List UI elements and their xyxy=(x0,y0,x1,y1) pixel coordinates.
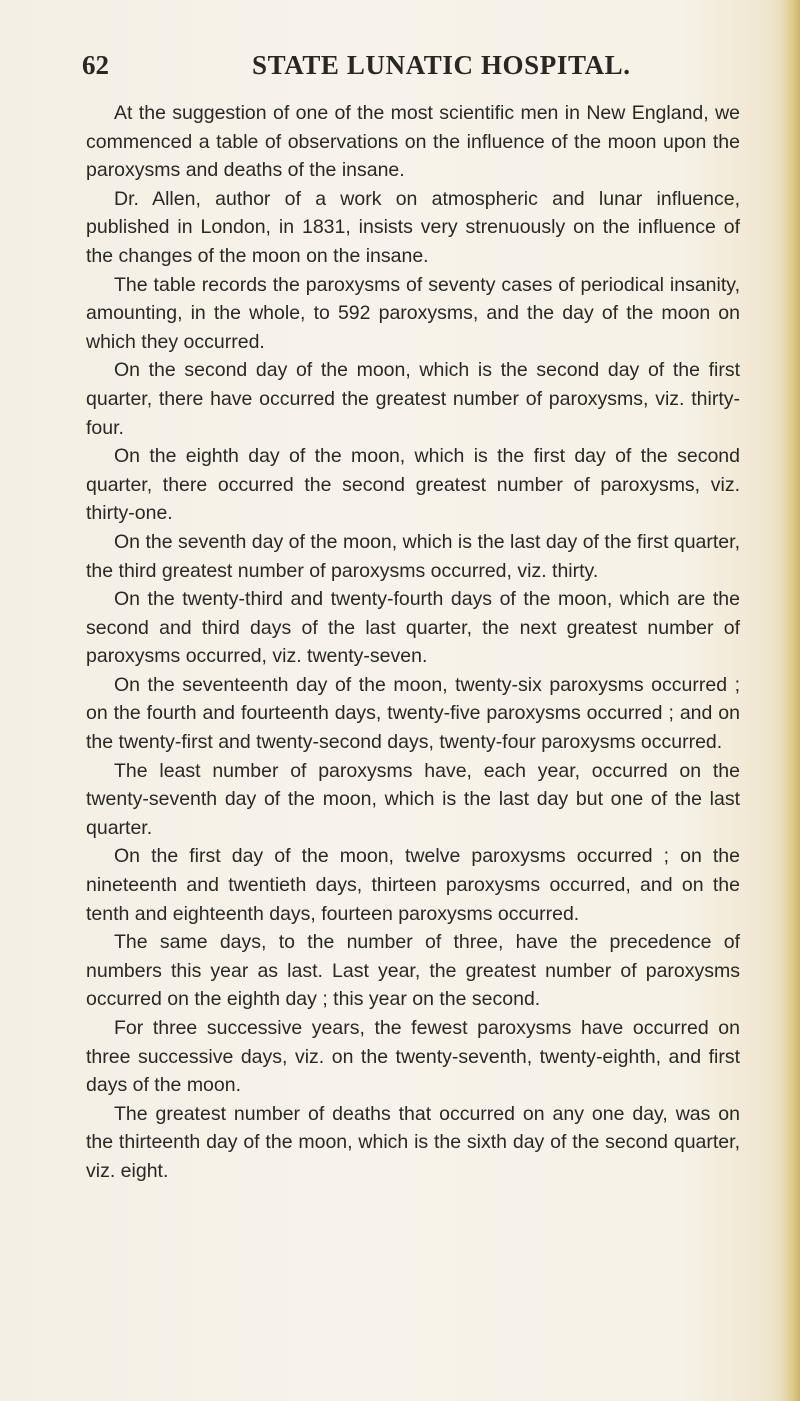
paragraph: On the first day of the moon, twelve paroxysms occurred ; on the nineteenth and twentieth days, thirteen paroxysms occurred, and on the tenth and eighteenth days, fourteen paroxysms occurred. xyxy=(86,845,740,925)
page-number: 62 xyxy=(82,50,109,80)
paragraph: At the suggestion of one of the most scientific men in New England, we commenced a table of observations on the influence of the moon upon the paroxysms and deaths of the insane. xyxy=(86,102,740,182)
paragraph: The greatest number of deaths that occurred on any one day, was on the thirteenth day of the moon, which is the sixth day of the second quarter, viz. eight. xyxy=(86,1102,740,1182)
paragraph: On the twenty-third and twenty-fourth days of the moon, which are the second and third days of the last quarter, the next greatest number of paroxysms occurred, viz. twenty-seven. xyxy=(86,588,740,668)
paragraph: The table records the paroxysms of seventy cases of periodical insanity, amounting, in the whole, to 592 paroxysms, and the day of the moon on which they occurred. xyxy=(86,273,740,353)
paragraph: On the seventh day of the moon, which is the last day of the first quarter, the third greatest number of paroxysms occurred, viz. thirty. xyxy=(86,530,740,582)
paragraph: For three successive years, the fewest paroxysms have occurred on three successive days, viz. on the twenty-seventh, twenty-eighth, and first days of the moon. xyxy=(86,1017,740,1097)
paragraph: On the seventeenth day of the moon, twenty-six paroxysms occurred ; on the fourth and fourteenth days, twenty-five paroxysms occurred ; and on the twenty-first and twenty-second days, twenty-four paroxysms occurred. xyxy=(86,673,740,754)
running-title: STATE LUNATIC HOSPITAL. xyxy=(252,50,631,80)
page-header xyxy=(82,50,742,86)
paragraph: The same days, to the number of three, have the precedence of numbers this year as last. Last year, the greatest number of paroxysms occurred on the eighth day ; this year on the second. xyxy=(86,931,740,1011)
page-edge-shadow xyxy=(782,0,800,1401)
paragraph: On the eighth day of the moon, which is the first day of the second quarter, there occurred the second greatest number of paroxysms, viz. thirty-one. xyxy=(86,445,740,525)
paragraph: The least number of paroxysms have, each year, occurred on the twenty-seventh day of the moon, which is the last day but one of the last quarter. xyxy=(86,759,740,839)
paragraph: Dr. Allen, author of a work on atmospheric and lunar influence, published in London, in 1831, insists very strenuously on the influence of the changes of the moon on the insane. xyxy=(86,187,740,267)
paragraph: On the second day of the moon, which is the second day of the first quarter, there have occurred the greatest number of paroxysms, viz. thirty-four. xyxy=(86,359,740,439)
body-text xyxy=(86,99,740,1186)
